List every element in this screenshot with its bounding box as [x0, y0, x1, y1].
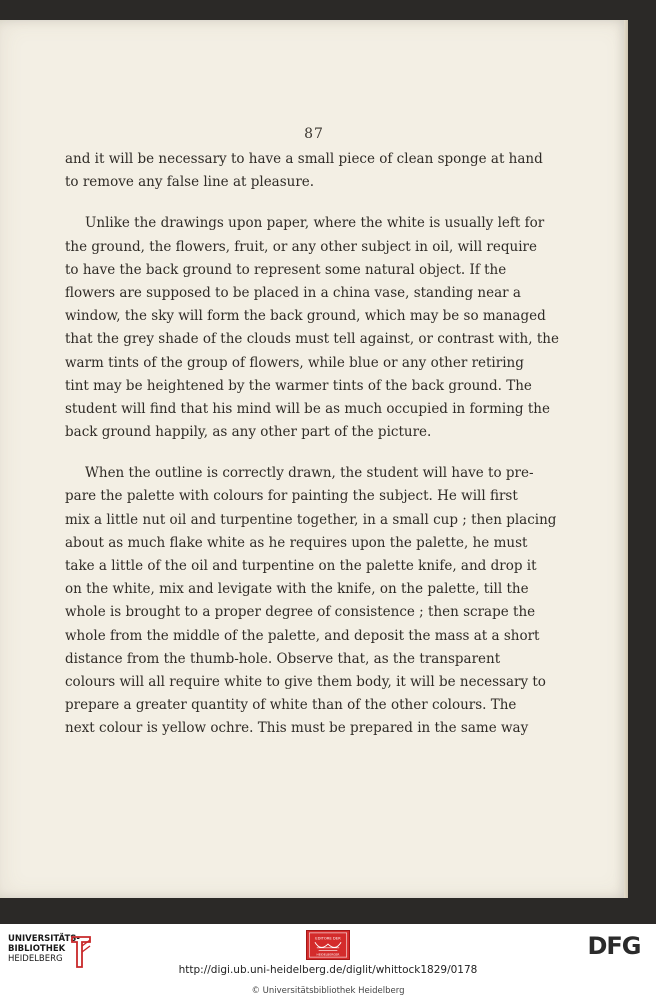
library-name-line: UNIVERSITÄTS-: [8, 934, 80, 944]
seal-text: HEIDELBERGER: [316, 952, 340, 957]
text-line: next colour is yellow ochre. This must be prepared in the same way: [65, 720, 529, 737]
paragraph-1: [65, 148, 543, 194]
text-line: about as much flake white as he requires upon the palette, he must: [65, 534, 528, 551]
copyright-notice: © Universitätsbibliothek Heidelberg: [251, 986, 405, 996]
text-line: flowers are supposed to be placed in a china vase, standing near a: [65, 284, 521, 301]
viewer-footer: [0, 924, 656, 1004]
text-line: whole from the middle of the palette, and deposit the mass at a short: [65, 627, 540, 644]
text-line: prepare a greater quantity of white than of the other colours. The: [65, 697, 517, 714]
text-line: Unlike the drawings upon paper, where the white is usually left for: [85, 215, 545, 232]
page-edge: [624, 20, 628, 898]
paragraph-3: [65, 462, 557, 740]
text-line: When the outline is correctly drawn, the student will have to pre-: [85, 465, 534, 482]
text-line: student will find that his mind will be as much occupied in forming the: [65, 400, 550, 417]
text-line: colours will all require white to give them body, it will be necessary to: [65, 673, 546, 690]
text-line: window, the sky will form the back ground, which may be so managed: [65, 308, 546, 325]
text-line: pare the palette with colours for painting the subject. He will first: [65, 488, 518, 505]
seal-text: EDITORE DER: [315, 936, 341, 941]
text-line: the ground, the flowers, fruit, or any other subject in oil, will require: [65, 238, 537, 255]
text-line: to have the back ground to represent some natural object. If the: [65, 261, 507, 278]
page-text: [65, 148, 559, 759]
page-number: 87: [304, 126, 324, 142]
dfg-label: DFG: [587, 932, 641, 958]
text-line: on the white, mix and levigate with the knife, on the palette, till the: [65, 581, 529, 598]
text-line: distance from the thumb-hole. Observe that, as the transparent: [65, 650, 501, 667]
permalink-url[interactable]: http://digi.ub.uni-heidelberg.de/diglit/whittock1829/0178: [178, 964, 478, 976]
library-name: [8, 934, 80, 964]
text-line: mix a little nut oil and turpentine together, in a small cup ; then placing: [65, 511, 557, 528]
seal-icon: [307, 931, 349, 959]
digitization-seal-logo[interactable]: [306, 930, 350, 960]
paragraph-2: [65, 212, 559, 444]
library-name-line: HEIDELBERG: [8, 954, 63, 964]
library-name-line: BIBLIOTHEK: [8, 944, 66, 954]
text-line: and it will be necessary to have a small piece of clean sponge at hand: [65, 151, 543, 167]
dfg-logo[interactable]: [582, 932, 646, 958]
book-page: [0, 20, 628, 898]
text-line: back ground happily, as any other part of the picture.: [65, 424, 432, 441]
text-line: whole is brought to a proper degree of consistence ; then scrape the: [65, 604, 536, 621]
text-line: to remove any false line at pleasure.: [65, 174, 315, 191]
text-line: take a little of the oil and turpentine on the palette knife, and drop it: [65, 558, 537, 574]
text-line: tint may be heightened by the warmer tints of the back ground. The: [65, 377, 532, 394]
text-line: that the grey shade of the clouds must tell against, or contrast with, the: [65, 331, 559, 348]
text-line: warm tints of the group of flowers, while blue or any other retiring: [65, 354, 524, 371]
